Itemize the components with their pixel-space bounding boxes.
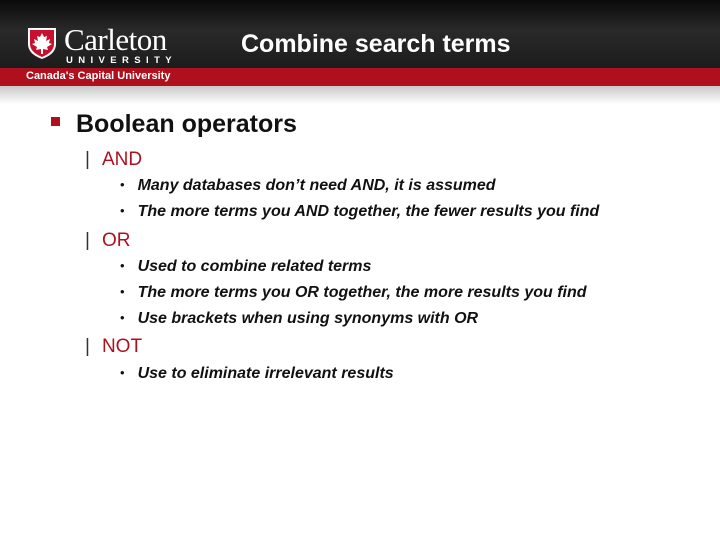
list-item: [120, 177, 496, 195]
list-item: [120, 203, 599, 221]
list-item-text: The more terms you OR together, the more results you find: [137, 284, 587, 301]
section-label: AND: [101, 149, 143, 170]
list-item-text: Many databases don’t need AND, it is assumed: [137, 177, 496, 194]
section-label: OR: [101, 230, 131, 251]
list-item: [120, 258, 371, 276]
section-or: [85, 230, 130, 252]
main-bullet: [51, 110, 297, 139]
pipe-bullet-icon: |: [85, 230, 90, 251]
list-item-text: The more terms you AND together, the fewer results you find: [137, 203, 600, 220]
dot-bullet-icon: •: [120, 258, 125, 273]
list-item: [120, 365, 394, 383]
list-item: [120, 284, 587, 302]
list-item-text: Use brackets when using synonyms with OR: [137, 310, 479, 327]
dot-bullet-icon: •: [120, 284, 125, 299]
section-not: [85, 336, 142, 358]
dot-bullet-icon: •: [120, 203, 125, 218]
heading-text: Boolean operators: [76, 110, 297, 138]
logo-subtitle: UNIVERSITY: [66, 55, 178, 66]
dot-bullet-icon: •: [120, 177, 125, 192]
tagline-text: Canada's Capital University: [26, 70, 171, 82]
dot-bullet-icon: •: [120, 365, 125, 380]
list-item-text: Used to combine related terms: [137, 258, 372, 275]
pipe-bullet-icon: |: [85, 336, 90, 357]
dot-bullet-icon: •: [120, 310, 125, 325]
square-bullet-icon: [51, 117, 60, 126]
logo-wordmark: Carleton: [64, 22, 167, 57]
pipe-bullet-icon: |: [85, 149, 90, 170]
list-item-text: Use to eliminate irrelevant results: [137, 365, 394, 382]
list-item: [120, 310, 478, 328]
slide-title: Combine search terms: [241, 30, 511, 58]
section-label: NOT: [101, 336, 143, 357]
section-and: [85, 149, 142, 171]
